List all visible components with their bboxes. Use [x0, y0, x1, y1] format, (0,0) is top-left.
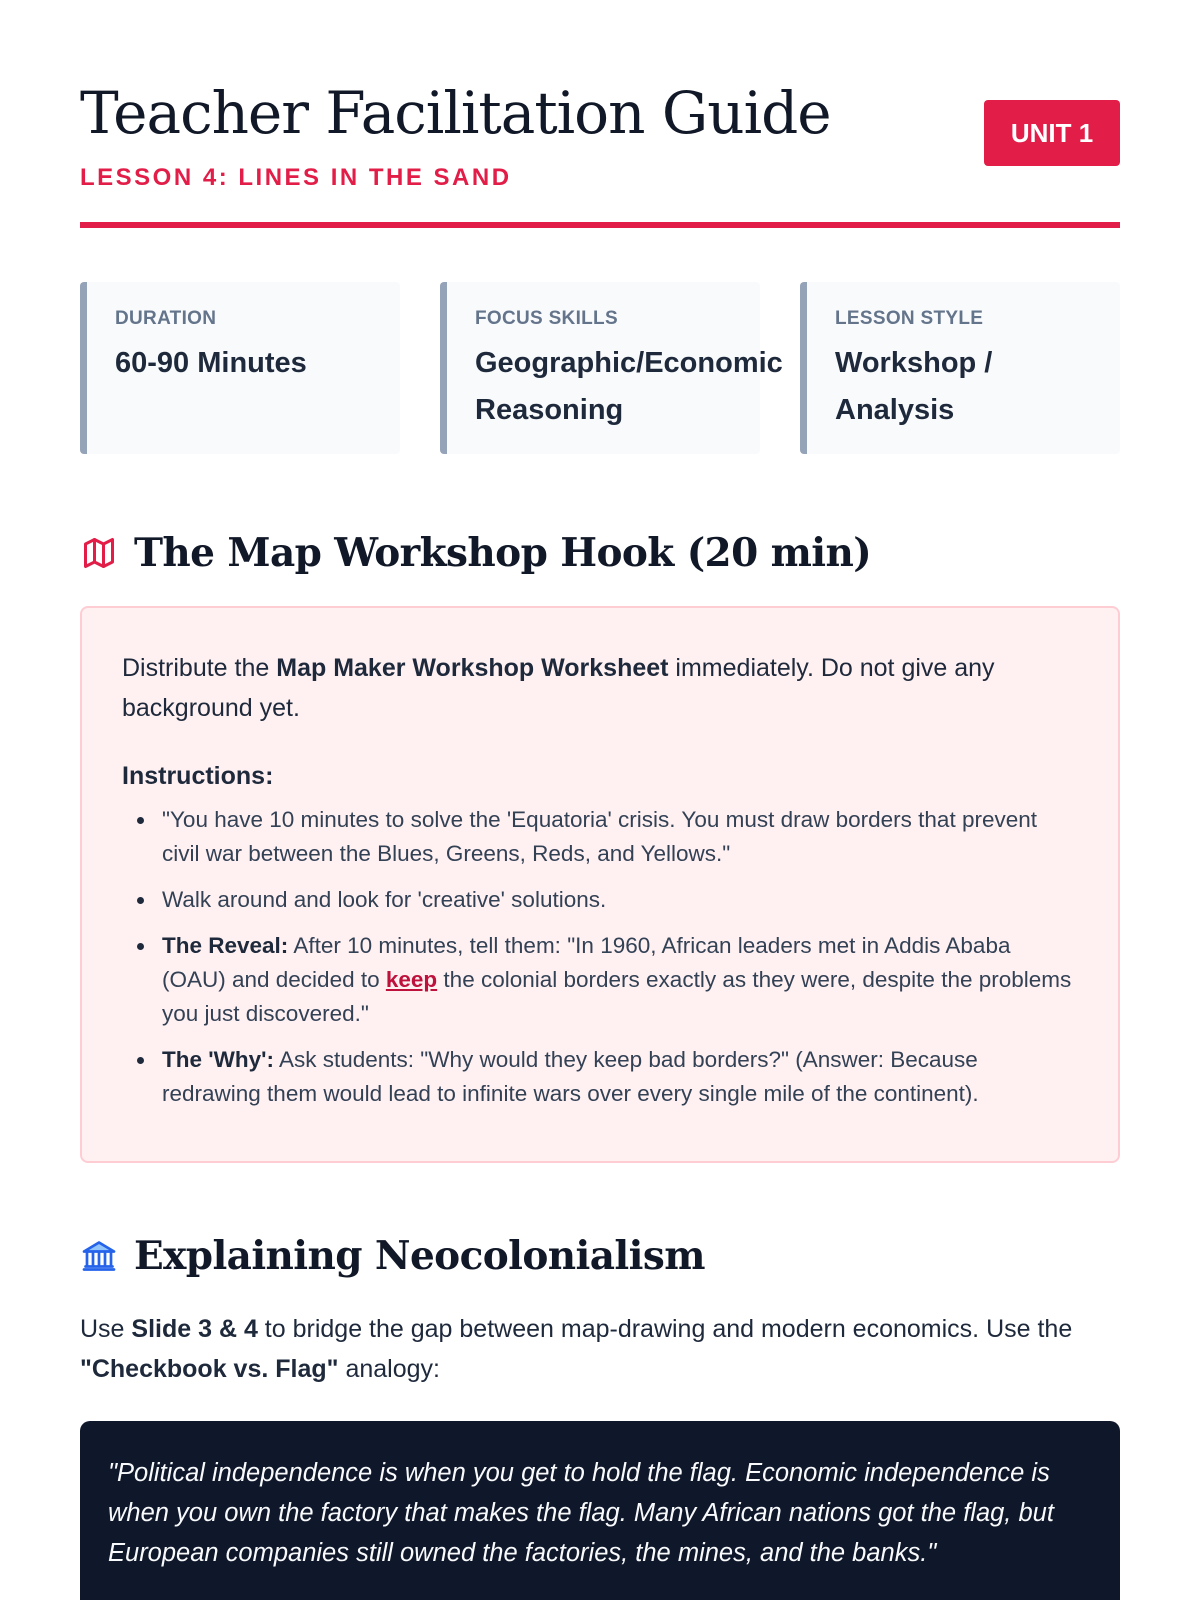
unit-badge: UNIT 1: [984, 100, 1120, 166]
instructions-list: [122, 803, 1078, 1111]
intro-text: Distribute the: [122, 654, 277, 682]
hook-section-title: The Map Workshop Hook (20 min): [134, 530, 872, 576]
neo-text: to bridge the gap between map-drawing and modern economics. Use the: [257, 1315, 1073, 1343]
list-item-text: After 10 minutes, tell them: "In 1960, African leaders met in Addis Ababa (OAU) and decided to: [162, 933, 1011, 992]
list-item-text: Walk around and look for 'creative' solutions.: [162, 887, 607, 912]
list-item-text-end: the colonial borders exactly as they were, despite the problems you just discovered.": [162, 967, 1072, 1026]
list-item-text: Ask students: "Why would they keep bad borders?" (Answer: Because redrawing them would lead to infinite wars over every single mile of the continent).: [162, 1047, 979, 1106]
neo-text-end: analogy:: [338, 1355, 440, 1383]
slide-reference: Slide 3 & 4: [131, 1315, 258, 1343]
list-item-text: "You have 10 minutes to solve the 'Equatoria' crisis. You must draw borders that prevent civil war between the Blues, Greens, Reds, and Yellows.": [162, 807, 1037, 866]
analogy-name: "Checkbook vs. Flag": [80, 1355, 339, 1383]
focus-skills-label: FOCUS SKILLS: [475, 308, 618, 329]
instructions-label: Instructions:: [122, 762, 274, 790]
list-item-bold: The 'Why':: [162, 1047, 274, 1072]
list-item: [122, 883, 1078, 917]
lesson-subtitle: LESSON 4: LINES IN THE SAND: [80, 164, 512, 191]
neo-intro: [80, 1309, 1120, 1389]
focus-skills-card: [440, 282, 783, 454]
map-icon: [80, 534, 118, 572]
hook-callout-box: [80, 606, 1120, 1163]
lesson-style-value: Workshop / Analysis: [835, 347, 993, 426]
lesson-style-label: LESSON STYLE: [835, 308, 984, 329]
intro-text-end: immediately. Do not give any background yet.: [122, 654, 995, 722]
lesson-style-card: [800, 282, 1120, 454]
list-item: [122, 1043, 1078, 1111]
list-item: [122, 803, 1078, 871]
bank-icon: [80, 1237, 118, 1275]
lesson-meta-row: [80, 282, 1120, 454]
neo-section-title: Explaining Neocolonialism: [134, 1233, 705, 1279]
hook-section-heading: [80, 530, 1120, 576]
duration-label: DURATION: [115, 308, 217, 329]
hook-intro: [122, 648, 1078, 728]
keep-emphasis: keep: [385, 967, 438, 992]
page-title: Teacher Facilitation Guide: [80, 79, 831, 147]
analogy-quote: "Political independence is when you get to hold the flag. Economic independence is when you own the factory that makes the flag. Many African nations got the flag, but European companies still owned the factories, the mines, and the banks.": [108, 1459, 1054, 1567]
analogy-quote-box: [80, 1421, 1120, 1600]
list-item-bold: The Reveal:: [162, 933, 289, 958]
focus-skills-value: Geographic/Economic Reasoning: [475, 347, 783, 426]
duration-card: [80, 282, 400, 454]
worksheet-name: Map Maker Workshop Worksheet: [276, 654, 669, 682]
duration-value: 60-90 Minutes: [115, 347, 307, 379]
neo-text: Use: [80, 1315, 132, 1343]
neo-section-heading: [80, 1233, 1120, 1279]
list-item: [122, 929, 1078, 1031]
page-header: [80, 0, 1120, 228]
